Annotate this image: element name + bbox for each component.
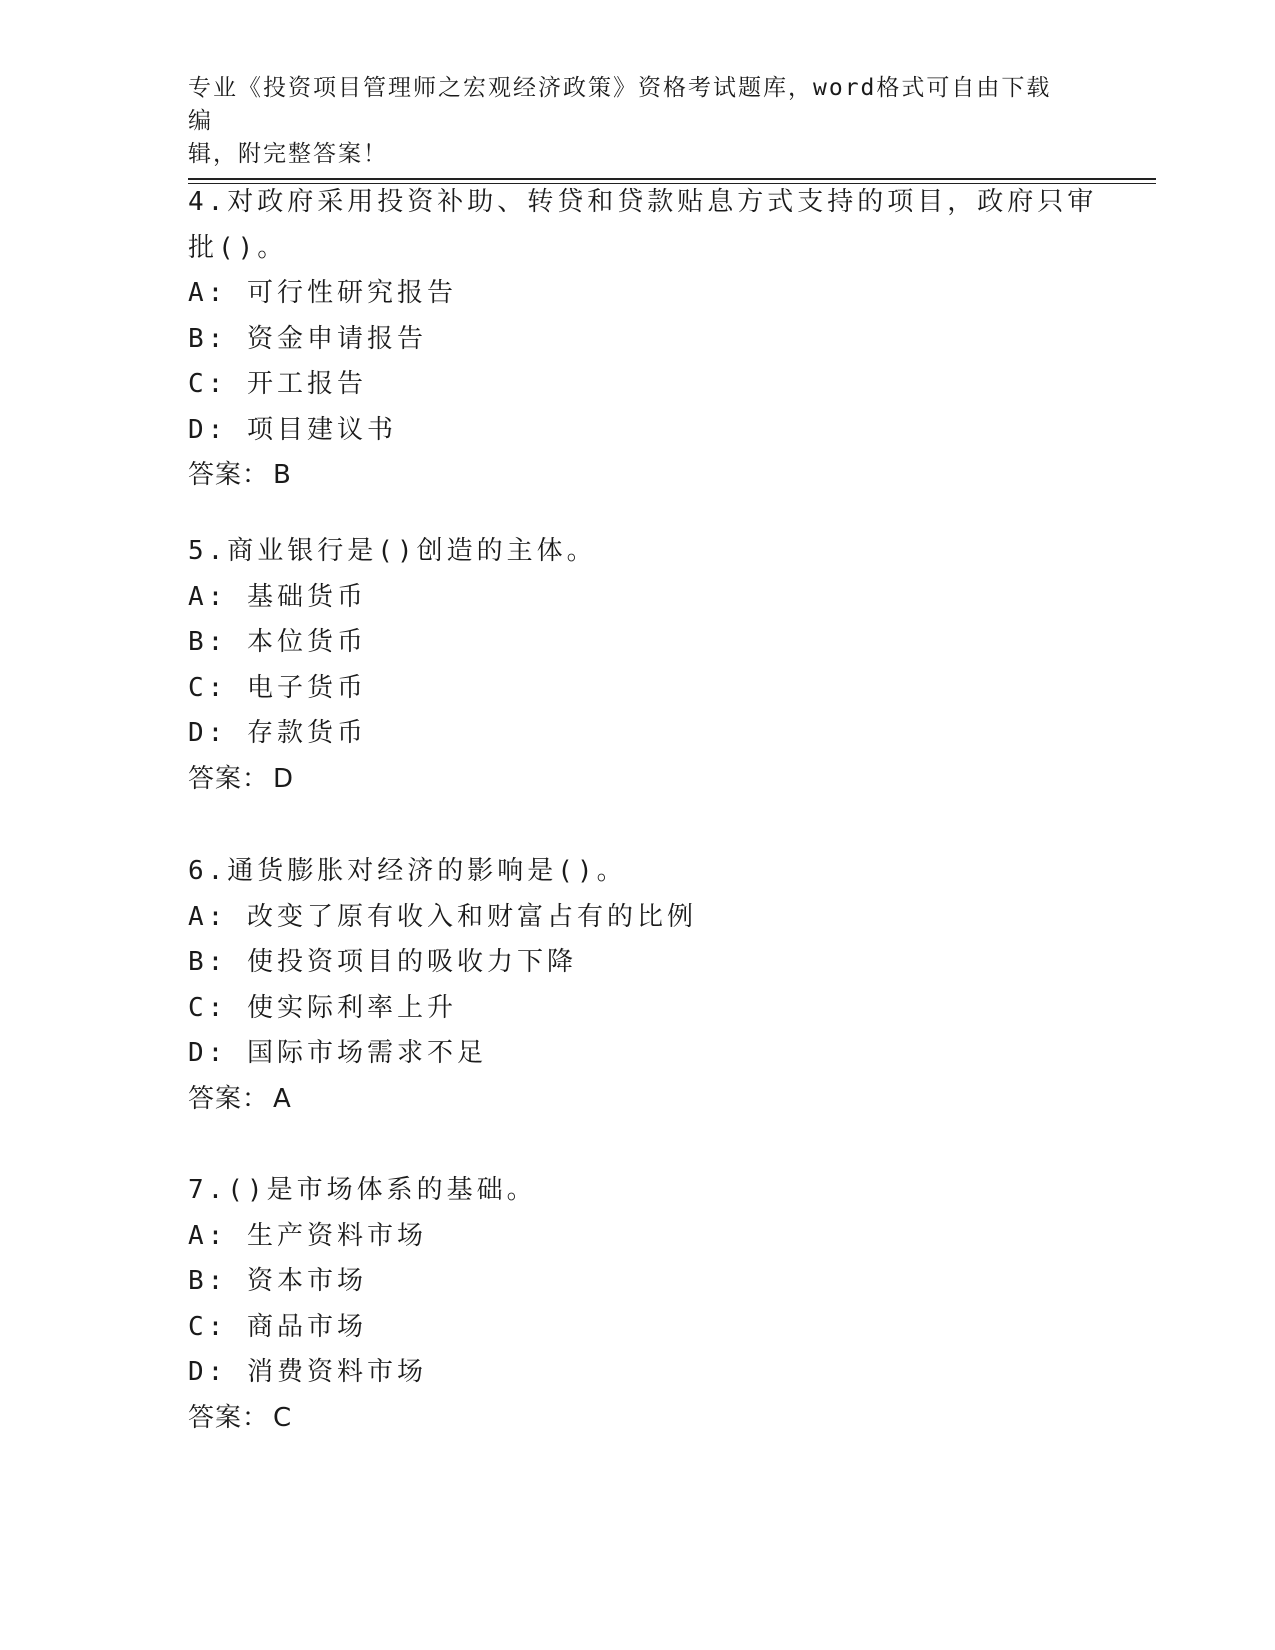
answer-line [188,1077,1068,1123]
question-stem-line: 批()。 [188,232,288,263]
answer-label: 答案： [188,1402,270,1433]
answer-value: C [273,1402,293,1433]
question-4 [188,180,1098,499]
option-a: A: 生产资料市场 [188,1220,427,1251]
answer-label: 答案： [188,460,270,490]
answer-value: D [273,763,295,794]
option-a: A: 基础货币 [188,581,367,612]
document-header [188,72,1068,171]
question-stem-line: 7.()是市场体系的基础。 [188,1175,537,1205]
option-b: B: 资本市场 [188,1266,367,1296]
answer-line [188,453,1068,499]
question-stem-line: 4.对政府采用投资补助、转贷和贷款贴息方式支持的项目，政府只审 [188,187,1098,217]
option-b: B: 本位货币 [188,627,367,657]
option-d: D: 项目建议书 [188,414,397,445]
header-line-1: 专业《投资项目管理师之宏观经济政策》资格考试题库，word格式可自由下载编 [188,75,1052,134]
question-6 [188,849,1068,1122]
option-b: B: 使投资项目的吸收力下降 [188,947,577,977]
option-b: B: 资金申请报告 [188,323,427,354]
answer-line [188,1396,1068,1442]
header-line-2: 辑，附完整答案！ [188,141,388,167]
option-a: A: 可行性研究报告 [188,278,457,308]
option-d: D: 存款货币 [188,718,367,748]
document-page [188,0,1158,1650]
option-c: C: 使实际利率上升 [188,992,457,1023]
question-7 [188,1168,1068,1441]
answer-value: A [273,1083,292,1114]
option-d: D: 国际市场需求不足 [188,1038,487,1068]
option-c: C: 商品市场 [188,1311,367,1342]
question-stem-line: 6.通货膨胀对经济的影响是()。 [188,856,627,886]
answer-label: 答案： [188,763,270,794]
option-d: D: 消费资料市场 [188,1357,427,1387]
answer-line [188,757,1068,803]
option-c: C: 开工报告 [188,369,367,399]
answer-value: B [273,460,292,490]
option-c: C: 电子货币 [188,672,367,703]
answer-label: 答案： [188,1083,270,1114]
question-stem-line: 5.商业银行是()创造的主体。 [188,536,597,566]
option-a: A: 改变了原有收入和财富占有的比例 [188,901,697,932]
question-5 [188,529,1068,802]
